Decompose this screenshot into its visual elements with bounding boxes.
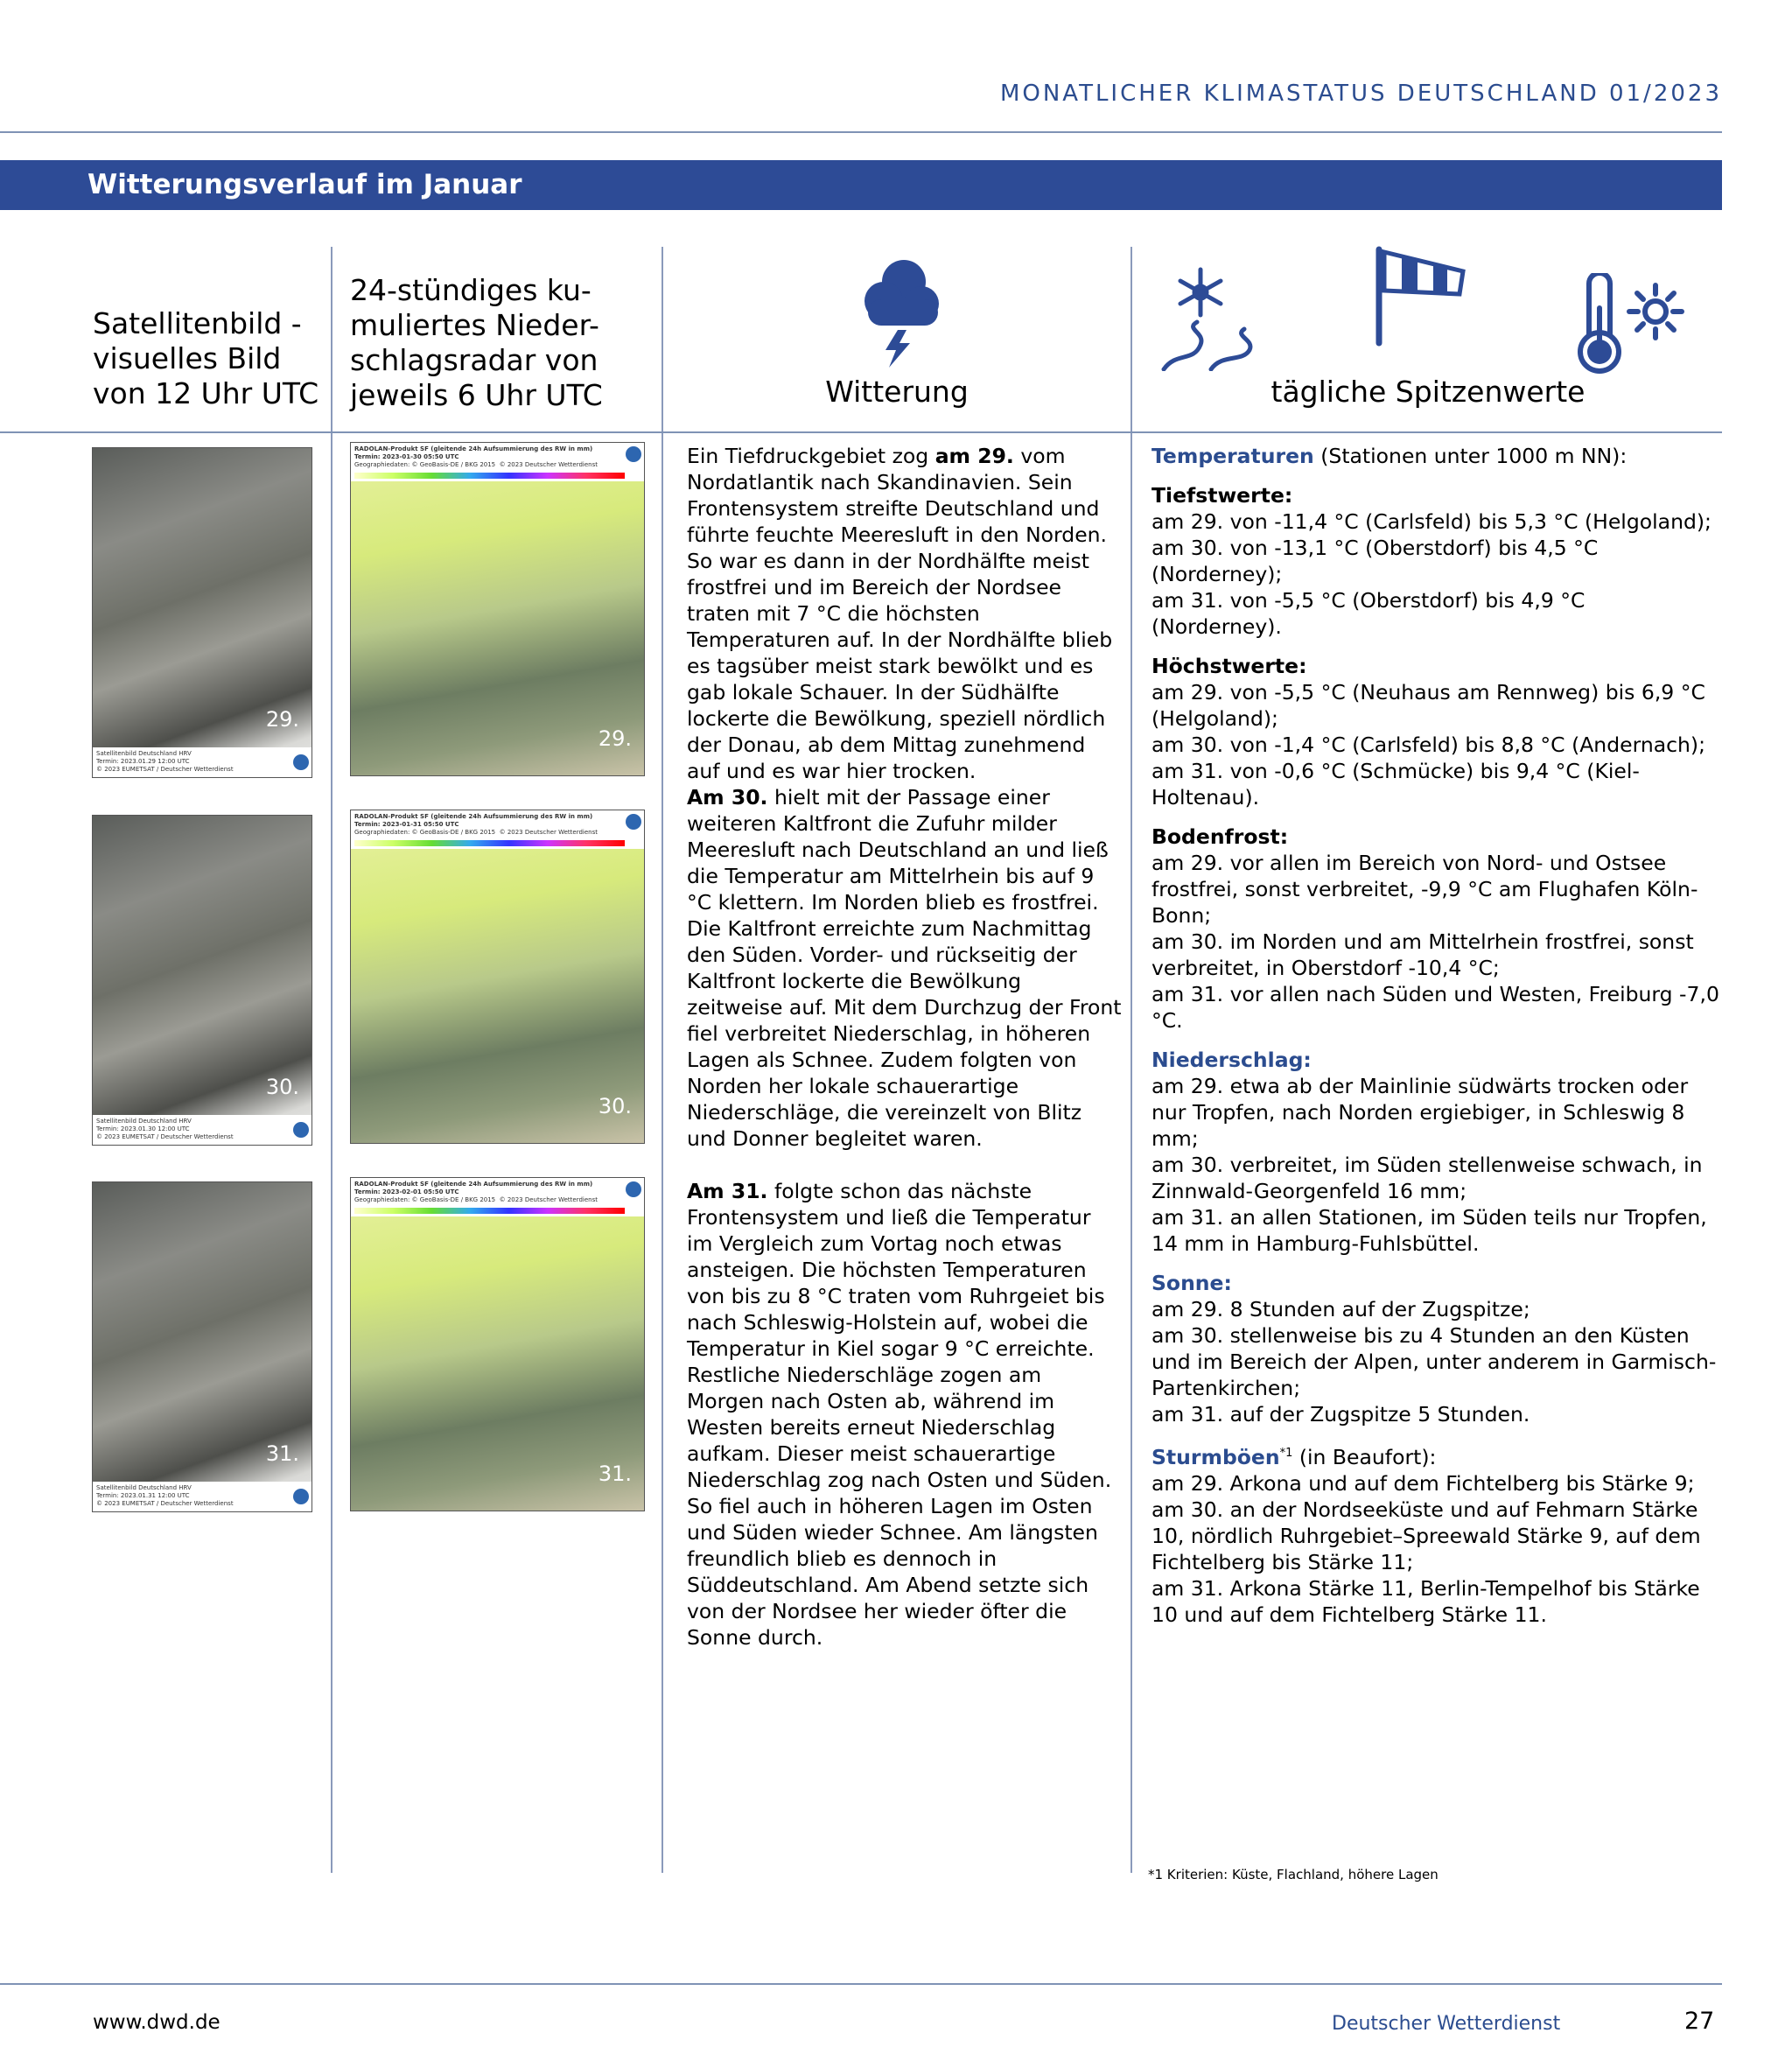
footnote: *1 Kriterien: Küste, Flachland, höhere Lagen: [1148, 1867, 1438, 1882]
precipitation-section: Niederschlag: am 29. etwa ab der Mainlinie südwärts trocken oder nur Tropfen, nach Norden ergiebiger, in Schleswig 8 mm; am 30. verbreitet, im Süden stellenweise schwach, in Zinnwald-Georgenfeld 16 mm; am 31. an allen Stationen, im Süden teils nur Tropfen, 14 mm in Hamburg-Fuhlsbüttel.: [1152, 1048, 1707, 1256]
temperature-section: Temperaturen (Stationen unter 1000 m NN):: [1152, 444, 1628, 468]
radar-column-header: 24-stündiges ku- muliertes Nieder- schlagsradar von jeweils 6 Uhr UTC: [350, 273, 603, 412]
satellite-caption: Satellitenbild Deutschland HRV Termin: 2023.01.29 12:00 UTC © 2023 EUMETSAT / Deutscher Wetterdienst: [93, 747, 312, 777]
radar-header: RADOLAN-Produkt SF (gleitende 24h Aufsummierung des RW in mm) Termin: 2023-01-31 05:50 UTC Geographiedaten: © GeoBasis-DE / BKG 2015 © 2023 Deutscher Wetterdienst: [351, 810, 644, 849]
daily-peaks: [1152, 443, 1720, 1641]
satellite-caption: Satellitenbild Deutschland HRV Termin: 2023.01.30 12:00 UTC © 2023 EUMETSAT / Deutscher Wetterdienst: [93, 1115, 312, 1145]
dwd-logo-icon: [293, 754, 309, 770]
dwd-logo-icon: [626, 1181, 641, 1197]
radar-colorbar: [354, 1208, 625, 1214]
radar-header: RADOLAN-Produkt SF (gleitende 24h Aufsummierung des RW in mm) Termin: 2023-02-01 05:50 UTC Geographiedaten: © GeoBasis-DE / BKG 2015 © 2023 Deutscher Wetterdienst: [351, 1178, 644, 1216]
thunder-cloud-icon: [856, 256, 943, 369]
satellite-image: [92, 815, 312, 1146]
day-label: 30.: [265, 1075, 299, 1099]
dwd-logo-icon: [626, 446, 641, 462]
column-divider: [1130, 247, 1132, 1873]
day-label: 29.: [598, 726, 632, 751]
footer-url: www.dwd.de: [93, 2011, 220, 2034]
section-band: [0, 160, 1722, 210]
satellite-image: [92, 1181, 312, 1512]
weather-paragraph: Ein Tiefdruckgebiet zog am 29. vom Nordatlantik nach Skandinavien. Sein Frontensystem streifte Deutschland und führte feuchte Meeresluft in den Norden. So war es dann in der Nordhälfte meist frostfrei und im Bereich der Nordsee traten mit 7 °C die höchsten Temperaturen auf. In der Nordhälfte blieb es tagsüber meist stark bewölkt und es gab lokale Schauer. In der Südhälfte lockerte die Bewölkung, speziell nördlich der Donau, ab dem Mittag zunehmend auf und es war hier trocken. Am 30. hielt mit der Passage einer weiteren Kaltfront die Zufuhr milder Meeresluft nach Deutschland an und ließ die Temperatur am Mittelrhein bis auf 9 °C klettern. Im Norden blieb es frostfrei. Die Kaltfront erreichte zum Nachmittag den Süden. Vorder- und rückseitig der Kaltfront lockerte die Bewölkung zeitweise auf. Mit dem Durchzug der Front fiel verbreitet Niederschlag, in höheren Lagen als Schnee. Zudem folgten von Norden her lokale schauerartige Niederschläge, die vereinzelt von Blitz und Donner begleitet waren.: [687, 444, 1122, 1151]
snow-road-icon: [1158, 266, 1264, 371]
day-label: 30.: [598, 1094, 632, 1118]
ground-frost: Bodenfrost: am 29. vor allen im Bereich von Nord- und Ostsee frostfrei, sonst verbreitet, -9,9 °C am Flughafen Köln-Bonn; am 30. im Norden und am Mittelrhein frostfrei, sonst verbreitet, in Oberstdorf -10,4 °C; am 31. vor allen nach Süden und Westen, Freiburg -7,0 °C.: [1152, 824, 1719, 1033]
publication-header: MONATLICHER KLIMASTATUS DEUTSCHLAND 01/2023: [999, 81, 1722, 107]
weather-paragraph: Am 31. folgte schon das nächste Frontensystem und ließ die Temperatur im Vergleich zum Vortag noch etwas ansteigen. Die höchsten Temperaturen von bis zu 8 °C traten vom Ruhrgeiet bis nach Schleswig-Holstein auf, wobei die Temperatur in Kiel sogar 9 °C erreichte. Restliche Niederschläge zogen am Morgen nach Osten ab, während im Westen bereits erneut Niederschlag aufkam. Dieser meist schauerartige Niederschlag zog nach Osten und Süden. So fiel auch in höheren Lagen im Osten und Süden wieder Schnee. Am längsten freundlich blieb es dennoch in Süddeutschland. Am Abend setzte sich von der Nordsee her wieder öfter die Sonne durch.: [687, 1179, 1112, 1650]
dwd-logo-icon: [293, 1489, 309, 1504]
radar-colorbar: [354, 473, 625, 479]
satellite-image: [92, 447, 312, 778]
day-label: 31.: [265, 1441, 299, 1466]
temperature-heading: Temperaturen: [1152, 444, 1314, 468]
radar-image: [350, 1177, 645, 1511]
column-header-rule: [0, 431, 1722, 433]
radar-colorbar: [354, 840, 625, 846]
column-divider: [331, 247, 332, 1873]
maximum-values: Höchstwerte: am 29. von -5,5 °C (Neuhaus am Rennweg) bis 6,9 °C (Helgoland); am 30. von -1,4 °C (Carlsfeld) bis 8,8 °C (Andernach); am 31. von -0,6 °C (Schmücke) bis 9,4 °C (Kiel-Holtenau).: [1152, 654, 1706, 810]
day-label: 29.: [265, 707, 299, 732]
header-rule: [0, 131, 1722, 133]
dwd-logo-icon: [293, 1122, 309, 1138]
satellite-caption: Satellitenbild Deutschland HRV Termin: 2023.01.31 12:00 UTC © 2023 EUMETSAT / Deutscher Wetterdienst: [93, 1482, 312, 1511]
gust-section: Sturmböen$^{*1}$ (in Beaufort): am 29. Arkona und auf dem Fichtelberg bis Stärke 9; am 30. an der Nordseeküste und auf Fehmarn Stärke 10, nördlich Ruhrgebiet–Spreewald Stärke 9, auf dem Fichtelberg bis Stärke 11; am 31. Arkona Stärke 11, Berlin-Tempelhof bis Stärke 10 und auf dem Fichtelberg Stärke 11.: [1152, 1444, 1701, 1627]
footer-rule: [0, 1983, 1722, 1985]
radar-image: [350, 442, 645, 776]
minimum-values: Tiefstwerte: am 29. von -11,4 °C (Carlsfeld) bis 5,3 °C (Helgoland); am 30. von -13,1 °C (Oberstdorf) bis 4,5 °C (Norderney); am 31. von -5,5 °C (Oberstdorf) bis 4,9 °C (Norderney).: [1152, 483, 1712, 639]
sunshine-section: Sonne: am 29. 8 Stunden auf der Zugspitze; am 30. stellenweise bis zu 4 Stunden an den Küsten und im Bereich der Alpen, unter anderem in Garmisch-Partenkirchen; am 31. auf der Zugspitze 5 Stunden.: [1152, 1271, 1717, 1427]
radar-header: RADOLAN-Produkt SF (gleitende 24h Aufsummierung des RW in mm) Termin: 2023-01-30 05:50 UTC Geographiedaten: © GeoBasis-DE / BKG 2015 © 2023 Deutscher Wetterdienst: [351, 443, 644, 481]
dwd-logo-icon: [626, 814, 641, 830]
thermometer-sun-icon: [1572, 273, 1685, 378]
peaks-column-header: tägliche Spitzenwerte: [1270, 375, 1586, 409]
weather-narrative: [687, 443, 1123, 1651]
section-title: Witterungsverlauf im Januar: [88, 169, 522, 200]
day-label: 31.: [598, 1462, 632, 1486]
page-number: 27: [1684, 2008, 1715, 2035]
satellite-column-header: Satellitenbild - visuelles Bild von 12 Uhr UTC: [93, 306, 319, 410]
column-divider: [662, 247, 663, 1873]
footer-organization: Deutscher Wetterdienst: [1332, 2013, 1561, 2035]
radar-image: [350, 810, 645, 1144]
windsock-icon: [1372, 245, 1468, 350]
weather-column-header: Witterung: [825, 375, 969, 409]
